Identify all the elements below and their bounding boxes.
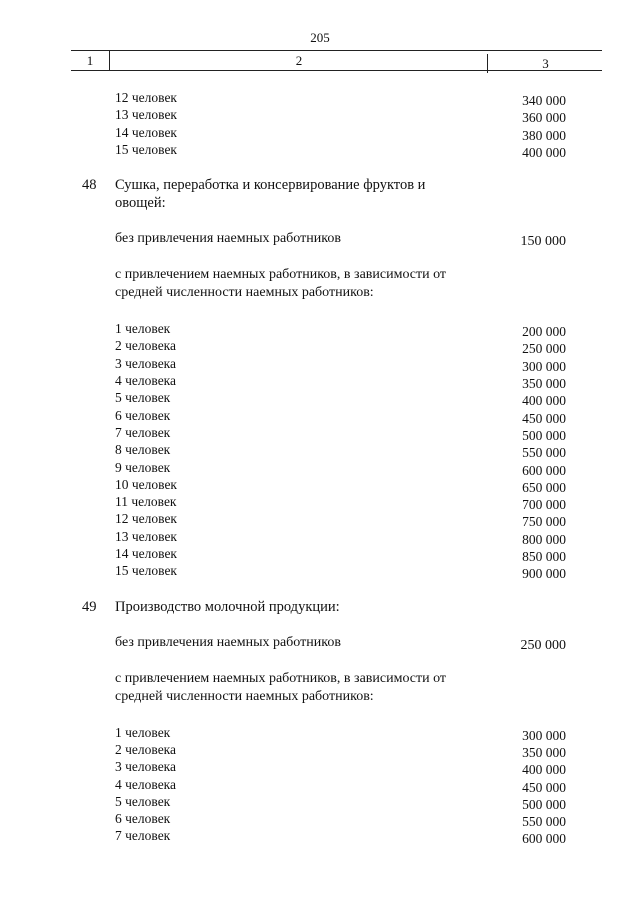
table-row [0,106,640,126]
table-row [0,320,640,340]
section-title: Сушка, переработка и консервирование фруктов и овощей: [115,177,426,212]
section-48-list [0,320,640,582]
table-row [0,89,640,106]
column-header-row [71,50,602,71]
column-header-3: 3 [487,54,603,73]
table-row [0,510,640,530]
with-hired-note: с привлечением наемных работников, в зависимости от средней численности наемных работников: [115,267,447,301]
row-value: 380 000 [522,127,566,143]
table-row [0,493,640,513]
row-label: 5 человек [115,390,171,406]
section-49-heading [0,598,640,616]
section-number: 48 [82,177,97,194]
row-label: 10 человек [115,476,177,492]
row-label: 1 человек [115,724,171,740]
row-value: 450 000 [522,779,566,795]
section-number: 49 [82,598,97,615]
table-row [0,389,640,409]
row-value: 400 000 [522,393,566,409]
row-label: 3 человека [115,759,177,775]
row-value: 700 000 [522,497,566,513]
column-header-1: 1 [86,52,94,68]
row-value: 300 000 [522,727,566,743]
row-value: 500 000 [522,796,566,812]
row-label: 7 человек [115,424,171,440]
row-label: 14 человек [115,546,177,562]
row-label: 7 человек [115,828,171,844]
row-value: 400 000 [522,762,566,778]
row-value: 600 000 [522,462,566,478]
row-label: 12 человек [115,511,177,527]
row-value: 600 000 [522,831,566,847]
table-row [0,424,640,441]
row-label: 13 человек [115,107,177,123]
table-row [0,810,640,830]
row-label: 9 человек [115,459,171,475]
no-hired-value: 150 000 [520,234,566,250]
row-value: 350 000 [522,376,566,392]
with-hired-note: с привлечением наемных работников, в зависимости от средней численности наемных работников: [115,670,447,704]
row-label: 15 человек [115,141,177,157]
table-row [0,793,640,810]
row-value: 400 000 [522,144,566,160]
no-hired-label: без привлечения наемных работников [115,634,341,650]
table-row [0,407,640,424]
table-row [0,724,640,741]
table-row [0,372,640,392]
table-row [0,776,640,793]
row-label: 6 человек [115,811,171,827]
row-label: 12 человек [115,90,177,105]
row-value: 650 000 [522,479,566,495]
table-row [0,562,640,582]
row-label: 3 человека [115,355,177,371]
row-value: 340 000 [522,93,566,108]
row-label: 11 человек [115,494,177,510]
row-value: 550 000 [522,814,566,830]
page-number: 205 [310,30,330,45]
section-title: Производство молочной продукции: [115,598,340,615]
row-value: 500 000 [522,427,566,443]
continuation-list [0,89,640,158]
table-row [0,355,640,372]
row-label: 14 человек [115,124,177,140]
table-row [0,441,640,461]
table-row [0,476,640,493]
table-row [0,528,640,545]
table-row [0,758,640,778]
row-value: 750 000 [522,514,566,530]
table-row [0,545,640,565]
document-body [0,89,640,845]
table-row [0,741,640,758]
row-label: 15 человек [115,563,177,579]
row-value: 250 000 [522,341,566,357]
row-label: 4 человека [115,776,177,792]
row-value: 360 000 [522,110,566,126]
row-label: 4 человека [115,373,177,389]
row-label: 1 человек [115,321,171,337]
row-value: 550 000 [522,445,566,461]
no-hired-value: 250 000 [520,637,566,653]
column-header-2: 2 [109,51,488,70]
section-48-heading [0,176,640,212]
table-row [0,827,640,847]
row-value: 800 000 [522,531,566,547]
row-label: 6 человек [115,407,171,423]
row-value: 300 000 [522,358,566,374]
no-hired-row [0,634,640,652]
no-hired-label: без привлечения наемных работников [115,231,341,247]
row-label: 5 человек [115,793,171,809]
row-value: 450 000 [522,410,566,426]
table-row [0,337,640,357]
row-label: 2 человека [115,741,177,757]
row-label: 13 человек [115,528,177,544]
row-label: 8 человек [115,442,171,458]
row-value: 900 000 [522,566,566,582]
no-hired-row [0,230,640,248]
section-49-list [0,724,640,845]
table-row [0,459,640,476]
row-value: 850 000 [522,549,566,565]
row-label: 2 человека [115,338,177,354]
row-value: 200 000 [522,324,566,340]
row-value: 350 000 [522,744,566,760]
table-row [0,141,640,158]
table-row [0,124,640,141]
